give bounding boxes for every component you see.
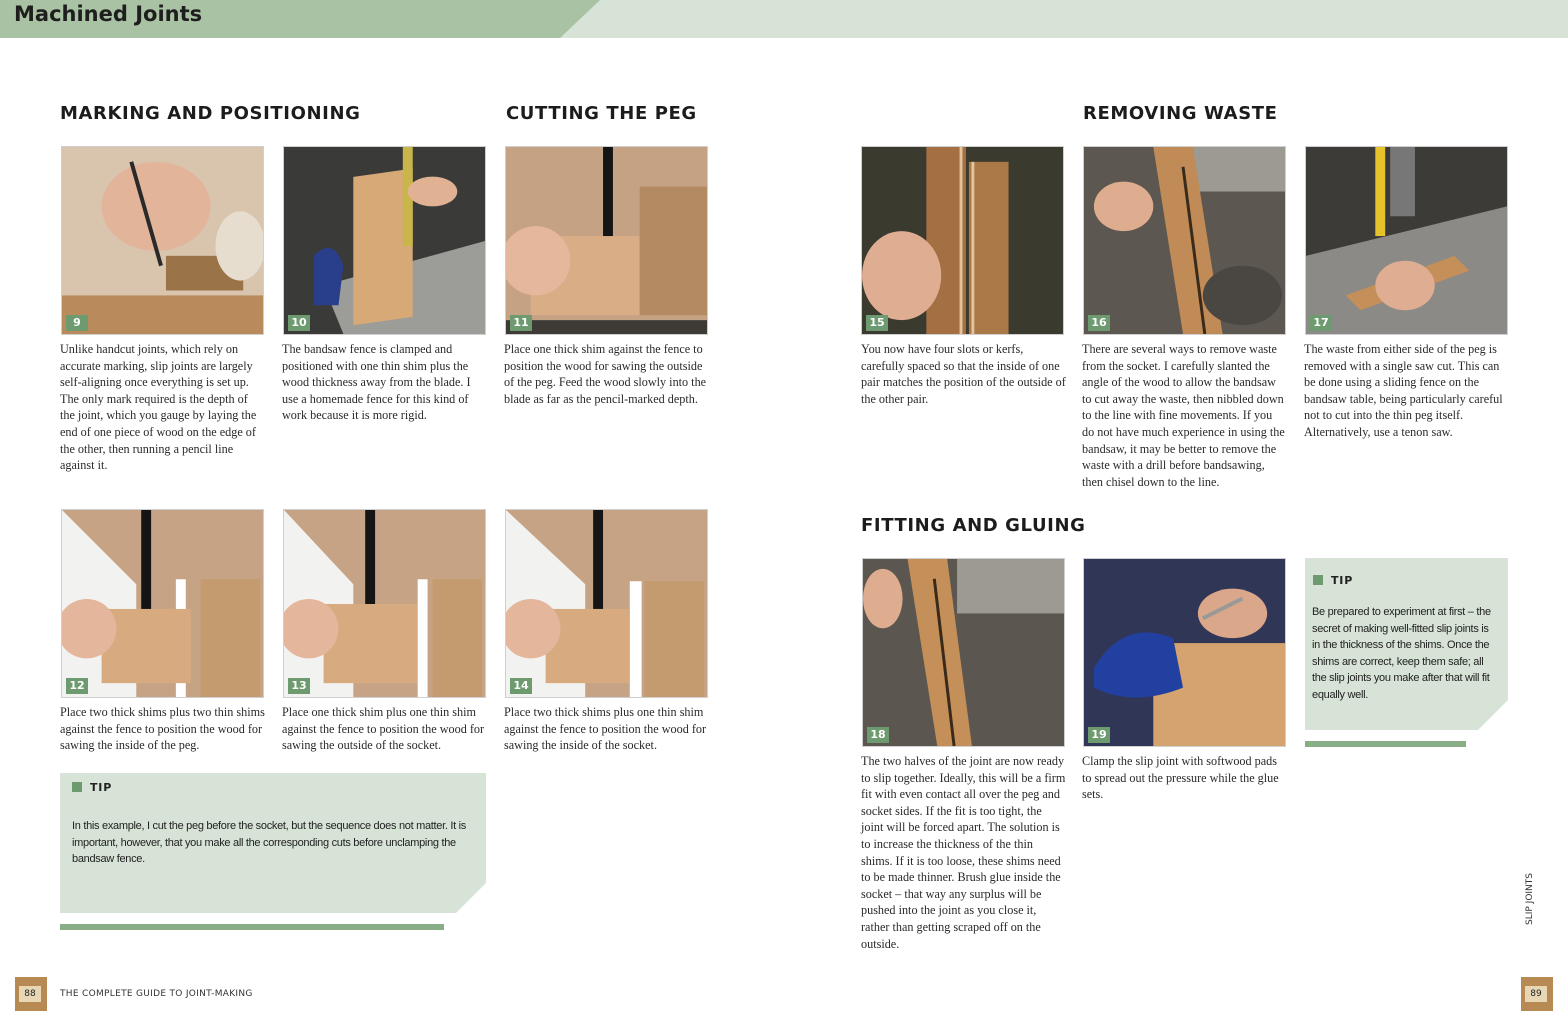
heading-removing-waste: REMOVING WASTE (1083, 103, 1278, 124)
step-photo-11 (505, 146, 708, 335)
step-photo-15 (861, 146, 1064, 335)
running-title: THE COMPLETE GUIDE TO JOINT-MAKING (60, 989, 253, 999)
tip-text-2: Be prepared to experiment at first – the secret of making well-fitted slip joints is in the thickness of the shims. Once the shims are correct, keep them safe; all the slip joints you make after that will fit equally well. (1312, 606, 1491, 701)
tip-heading-2 (1313, 574, 1353, 587)
step-number-badge: 17 (1310, 315, 1332, 331)
tip-heading-1 (72, 781, 112, 794)
step-caption-16: There are several ways to remove waste from the socket. I carefully slanted the angle of the wood to allow the bandsaw to cut away the waste, then nibbled down to the line with fine movements. If you do not have much experience in using the bandsaw, it may be better to remove the waste with a drill before bandsawing, then chisel down to the line. (1082, 342, 1285, 489)
step-number-badge: 16 (1088, 315, 1110, 331)
step-number-badge: 9 (66, 315, 88, 331)
step-number-badge: 11 (510, 315, 532, 331)
folio-block-left (15, 977, 47, 1011)
step-photo-19 (1083, 558, 1286, 747)
step-caption-19: Clamp the slip joint with softwood pads to spread out the pressure while the glue sets. (1082, 754, 1279, 802)
tip-label: TIP (1331, 574, 1354, 587)
step-caption-11: Place one thick shim against the fence to position the wood for sawing the outside of the peg. Feed the wood slowly into the blade as far as the pencil-marked depth. (504, 342, 707, 406)
step-caption-9: Unlike handcut joints, which rely on accurate marking, slip joints are largely self-aligning once everything is set up. The only mark required is the depth of the joint, which you gauge by laying the end of one piece of wood on the edge of the other, then running a pencil line against it. (60, 342, 257, 473)
step-caption-15: You now have four slots or kerfs, carefully spaced so that the inside of one pair matches the position of the outside of the other pair. (861, 342, 1066, 406)
step-photo-16 (1083, 146, 1286, 335)
step-number-badge: 19 (1088, 727, 1110, 743)
heading-marking-and-positioning: MARKING AND POSITIONING (60, 103, 361, 124)
tip-rule-2 (1305, 741, 1466, 747)
page-number-left: 88 (19, 986, 41, 1002)
step-number-badge: 15 (866, 315, 888, 331)
step-number-badge: 10 (288, 315, 310, 331)
heading-cutting-the-peg: CUTTING THE PEG (506, 103, 697, 124)
tip-label: TIP (90, 781, 113, 794)
step-number-badge: 18 (867, 727, 889, 743)
step-number-badge: 13 (288, 678, 310, 694)
step-caption-10: The bandsaw fence is clamped and positioned with one thin shim plus the wood thickness away from the blade. I use a homemade fence for this kind of work because it is more rigid. (282, 342, 471, 423)
tip-square-icon (72, 782, 82, 792)
step-photo-12 (61, 509, 264, 698)
step-photo-10 (283, 146, 486, 335)
step-photo-13 (283, 509, 486, 698)
step-number-badge: 12 (66, 678, 88, 694)
folio-block-right (1521, 977, 1553, 1011)
step-photo-17 (1305, 146, 1508, 335)
step-caption-18: The two halves of the joint are now ready to slip together. Ideally, this will be a firm fit with even contact all over the peg and socket sides. If the fit is too tight, the joint will be forced apart. The solution is to increase the thickness of the thin shims. If it is too loose, these shims need to be made thinner. Brush glue inside the socket – that way any surplus will be pushed into the joint as you close it, rather than getting scraped off on the outside. (861, 754, 1066, 951)
step-caption-12: Place two thick shims plus two thin shims against the fence to position the wood for sawing the inside of the peg. (60, 705, 265, 753)
page-number-right: 89 (1525, 986, 1547, 1002)
step-photo-18 (862, 558, 1065, 747)
step-caption-17: The waste from either side of the peg is removed with a single saw cut. This can be done using a sliding fence on the bandsaw table, being particularly careful not to cut into the thin peg itself. Alternatively, use a tenon saw. (1304, 342, 1503, 439)
step-caption-13: Place one thick shim plus one thin shim against the fence to position the wood for sawing the outside of the socket. (282, 705, 485, 753)
chapter-title: Machined Joints (14, 2, 203, 26)
tip-rule-1 (60, 924, 444, 930)
step-photo-14 (505, 509, 708, 698)
tip-square-icon (1313, 575, 1323, 585)
step-number-badge: 14 (510, 678, 532, 694)
step-caption-14: Place two thick shims plus one thin shim against the fence to position the wood for sawing the inside of the socket. (504, 705, 707, 753)
heading-fitting-and-gluing: FITTING AND GLUING (861, 515, 1086, 536)
step-photo-9 (61, 146, 264, 335)
tip-text-1: In this example, I cut the peg before the socket, but the sequence does not matter. It is important, however, that you make all the corresponding cuts before unclamping the bandsaw fence. (72, 820, 466, 865)
section-side-label: SLIP JOINTS (1525, 872, 1535, 925)
